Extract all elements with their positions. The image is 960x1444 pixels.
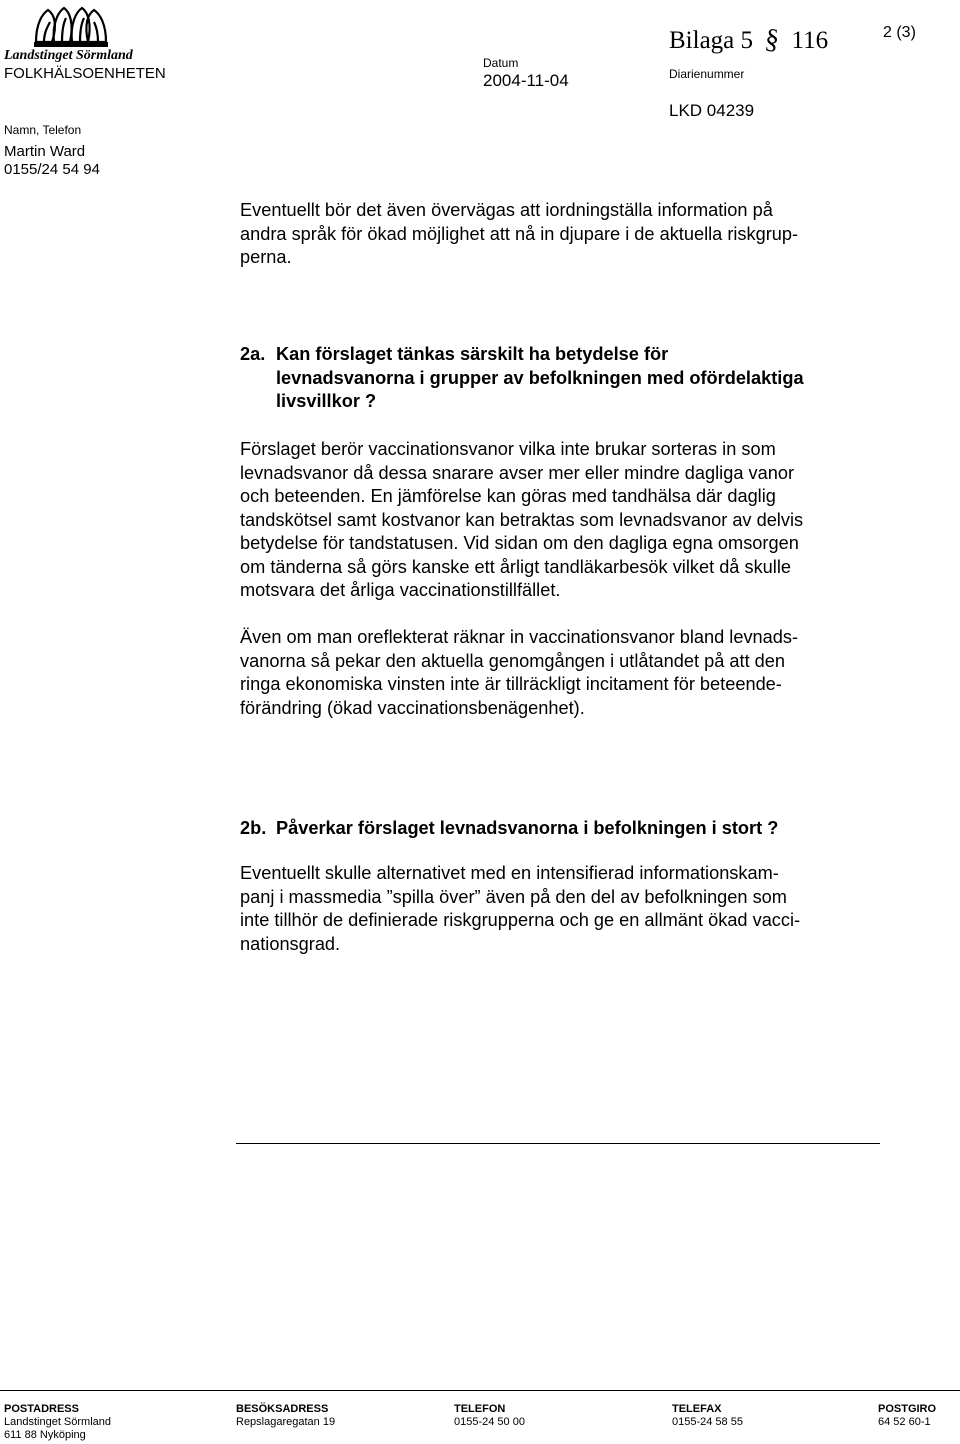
text-line: motsvara det årliga vaccinationstillfället. — [240, 580, 561, 600]
footer-label: POSTGIRO — [878, 1403, 937, 1415]
answer-2a-paragraph-2 — [240, 626, 880, 720]
heading-line: Påverkar förslaget levnadsvanorna i befolkningen i stort ? — [276, 818, 779, 838]
department-name: FOLKHÄLSOENHETEN — [4, 65, 166, 82]
footer-value: Landstinget Sörmland — [4, 1416, 112, 1428]
question-2a-heading — [240, 343, 804, 414]
footer-label: TELEFON — [454, 1403, 506, 1415]
footer-label: TELEFAX — [672, 1403, 722, 1415]
date-label: Datum — [483, 56, 519, 70]
text-line: Eventuellt bör det även övervägas att iordningställa information på — [240, 200, 773, 220]
text-line: och beteenden. En jämförelse kan göras med tandhälsa där daglig — [240, 486, 776, 506]
contact-name: Martin Ward — [4, 143, 86, 160]
heading-line: livsvillkor ? — [276, 391, 377, 411]
text-line: Förslaget berör vaccinationsvanor vilka inte brukar sorteras in som — [240, 439, 776, 459]
signature-line — [236, 1143, 880, 1144]
answer-2a-paragraph-1 — [240, 438, 880, 603]
text-line: tandskötsel samt kostvanor kan betraktas som levnadsvanor av delvis — [240, 509, 804, 530]
text-line: andra språk för ökad möjlighet att nå in djupare i de aktuella riskgrup- — [240, 223, 799, 244]
footer-divider — [0, 1390, 960, 1391]
footer-label: POSTADRESS — [4, 1403, 79, 1415]
footer-value: Repslagaregatan 19 — [236, 1416, 336, 1428]
footer-value: 0155-24 50 00 — [454, 1416, 525, 1428]
footer-visit — [236, 1403, 335, 1429]
text-line: panj i massmedia ”spilla över” även på den del av befolkningen som — [240, 886, 787, 907]
text-line: om tänderna så görs kanske ett årligt tandläkarbesök vilket då skulle — [240, 556, 791, 577]
date-value: 2004-11-04 — [483, 71, 569, 90]
name-phone-label: Namn, Telefon — [4, 123, 82, 137]
text-line: Även om man oreflekterat räknar in vaccinationsvanor bland levnads- — [240, 627, 799, 647]
text-line: Eventuellt skulle alternativet med en intensifierad informationskam- — [240, 863, 779, 883]
footer-giro — [878, 1403, 936, 1429]
footer-value: 64 52 60-1 — [878, 1416, 931, 1428]
intro-paragraph — [240, 199, 880, 270]
heading-line: levnadsvanorna i grupper av befolkningen med ofördelaktiga — [276, 367, 804, 388]
question-number: 2b. — [240, 818, 267, 838]
page-number: 2 (3) — [883, 24, 916, 41]
text-line: ringa ekonomiska vinsten inte är tillräckligt incitament för beteende- — [240, 674, 782, 694]
text-line: förändring (ökad vaccinationsbenägenhet). — [240, 697, 585, 718]
question-number: 2a. — [240, 344, 266, 364]
landstinget-logo — [30, 4, 110, 48]
section-mark: § — [763, 23, 782, 56]
footer-value: 611 88 Nyköping — [4, 1429, 86, 1441]
footer-label: BESÖKSADRESS — [236, 1403, 329, 1415]
heading-line: Kan förslaget tänkas särskilt ha betydelse för — [276, 344, 669, 364]
contact-phone: 0155/24 54 94 — [4, 161, 100, 178]
text-line: inte tillhör de definierade riskgrupperna och ge en allmänt ökad vacci- — [240, 910, 801, 930]
registration-label: Diarienummer — [669, 67, 745, 81]
text-line: perna. — [240, 247, 292, 267]
footer-phone — [454, 1403, 525, 1429]
annex-label: Bilaga 5 — [669, 27, 754, 54]
question-2b-heading — [240, 817, 778, 841]
text-line: vanorna så pekar den aktuella genomgången i utlåtandet på att den — [240, 650, 786, 671]
footer-postal — [4, 1403, 111, 1442]
section-number: 116 — [791, 27, 829, 54]
footer-fax — [672, 1403, 743, 1429]
registration-value: LKD 04239 — [669, 101, 755, 120]
text-line: nationsgrad. — [240, 933, 341, 954]
answer-2b-paragraph — [240, 862, 880, 956]
annex-note — [669, 24, 828, 56]
organization-name: Landstinget Sörmland — [4, 48, 133, 63]
text-line: betydelse för tandstatusen. Vid sidan om den dagliga egna omsorgen — [240, 533, 799, 553]
footer-value: 0155-24 58 55 — [672, 1416, 743, 1428]
text-line: levnadsvanor då dessa snarare avser mer eller mindre dagliga vanor — [240, 462, 794, 483]
